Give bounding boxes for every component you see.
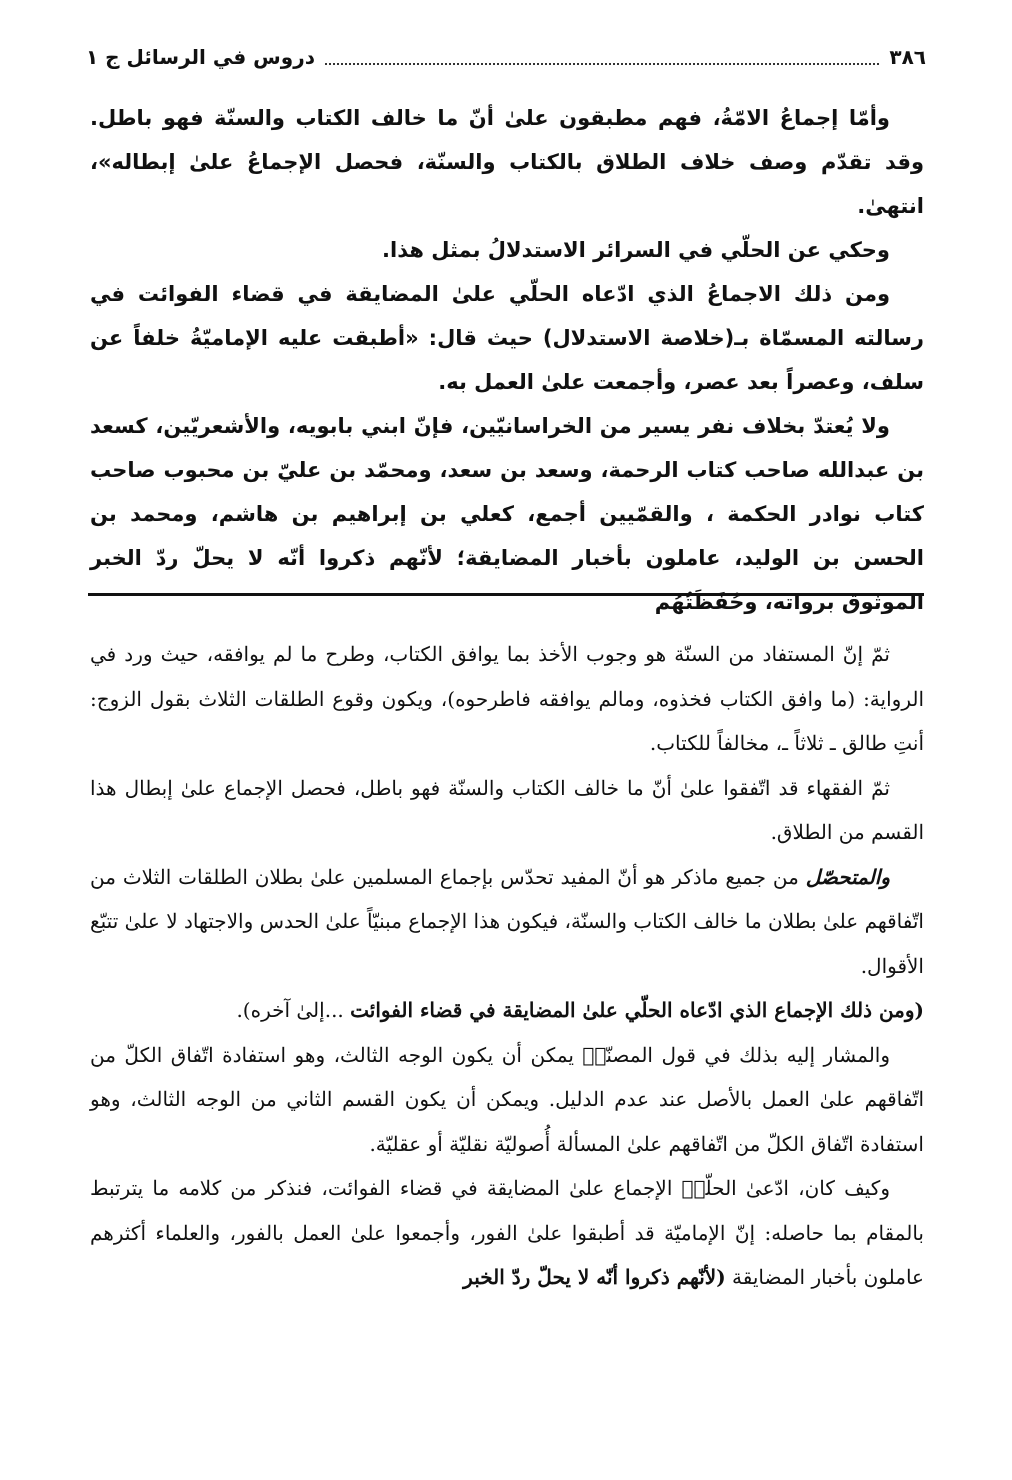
main-paragraph-2: وحكي عن الحلّي في السرائر الاستدلالُ بمثل هذا. — [382, 238, 890, 262]
main-paragraph-1: وأمّا إجماعُ الامّةُ، فهم مطبقون علىٰ أنّ ما خالف الكتاب والسنّة فهو باطل. وقد تقدّم وصف خلاف الطلاق بالكتاب والسنّة، فحصل الإجماعُ علىٰ إبطاله»، انتهىٰ. — [90, 106, 924, 218]
page-header — [86, 40, 926, 74]
main-paragraph-3: ومن ذلك الاجماعُ الذي ادّعاه الحلّي علىٰ المضايقة في قضاء الفوائت في رسالته المسمّاة بـ(خلاصة الاستدلال) حيث قال: «أطبقت عليه الإماميّةُ خلفاً عن سلف، وعصراً بعد عصر، وأجمعت علىٰ العمل به. — [90, 282, 924, 394]
commentary-section — [90, 632, 924, 1300]
header-dotted-leader — [325, 49, 879, 65]
commentary-paragraph-3-rest: من جميع ماذكر هو أنّ المفيد تحدّس بإجماع المسلمين علىٰ بطلان الطلقات الثلاث من اتّفاقهم علىٰ بطلان ما خالف الكتاب والسنّة، فيكون هذا الإجماع مبنيّاً علىٰ الحدس والاجتهاد لا علىٰ تتبّع الأقوال. — [90, 864, 924, 978]
main-paragraph-4: ولا يُعتدّ بخلاف نفر يسير من الخراسانيّين، فإنّ ابني بابويه، والأشعريّين، كسعد بن عبدالله صاحب كتاب الرحمة، وسعد بن سعد، ومحمّد بن عليّ بن محبوب صاحب كتاب نوادر الحكمة ، والقمّيين أجمع، كعلي بن إبراهيم بن هاشم، ومحمد بن الحسن بن الوليد، عاملون بأخبار المضايقة؛ لأنّهم ذكروا أنّه لا يحلّ ردّ الخبر الموثوق برواته، وحُفَظَتُهُم — [90, 414, 924, 614]
commentary-paragraph-6 — [90, 1166, 924, 1300]
commentary-paragraph-3 — [90, 855, 924, 989]
commentary-paragraph-3-lead: والمتحصّل — [805, 864, 890, 889]
page-number: ٣٨٦ — [889, 45, 926, 69]
commentary-quote-tail: ...إلىٰ آخره). — [236, 998, 351, 1022]
commentary-paragraph-1: ثمّ إنّ المستفاد من السنّة هو وجوب الأخذ بما يوافق الكتاب، وطرح ما لم يوافقه، حيث ورد في الرواية: (ما وافق الكتاب فخذوه، ومالم يوافقه فاطرحوه)، ويكون وقوع الطلقات الثلاث بقول الزوج: أنتِ طالق ـ ثلاثاً ـ، مخالفاً للكتاب. — [90, 642, 924, 755]
commentary-quote: (ومن ذلك الإجماع الذي ادّعاه الحلّي علىٰ المضايقة في قضاء الفوائت — [350, 998, 924, 1022]
commentary-paragraph-2: ثمّ الفقهاء قد اتّفقوا علىٰ أنّ ما خالف الكتاب والسنّة فهو باطل، فحصل الإجماع علىٰ إبطال هذا القسم من الطلاق. — [90, 775, 924, 844]
commentary-paragraph-6-main: وكيف كان، ادّعىٰ الحلّيؒ الإجماع علىٰ المضايقة في قضاء الفوائت، فنذكر من كلامه ما يترتبط بالمقام بما حاصله: إنّ الإماميّة قد أطبقوا علىٰ الفور، وأجمعوا علىٰ العمل بالفور، والعلماء أكثرهم عاملون بأخبار المضايقة — [90, 1176, 924, 1289]
main-text-section — [90, 96, 924, 624]
section-divider — [88, 593, 924, 596]
commentary-paragraph-4 — [90, 988, 924, 1033]
commentary-paragraph-5: والمشار إليه بذلك في قول المصنّفؒ يمكن أن يكون الوجه الثالث، وهو استفادة اتّفاق الكلّ من اتّفاقهم علىٰ العمل بالأصل عند عدم الدليل. ويمكن أن يكون القسم الثاني من الوجه الثالث، وهو استفادة اتّفاق الكلّ من اتّفاقهم علىٰ المسألة أُصوليّة نقليّة أو عقليّة. — [90, 1042, 924, 1156]
book-title: دروس في الرسائل ج ١ — [86, 45, 315, 69]
commentary-paragraph-6-bold: (لأنّهم ذكروا أنّه لا يحلّ ردّ الخبر — [463, 1265, 726, 1289]
